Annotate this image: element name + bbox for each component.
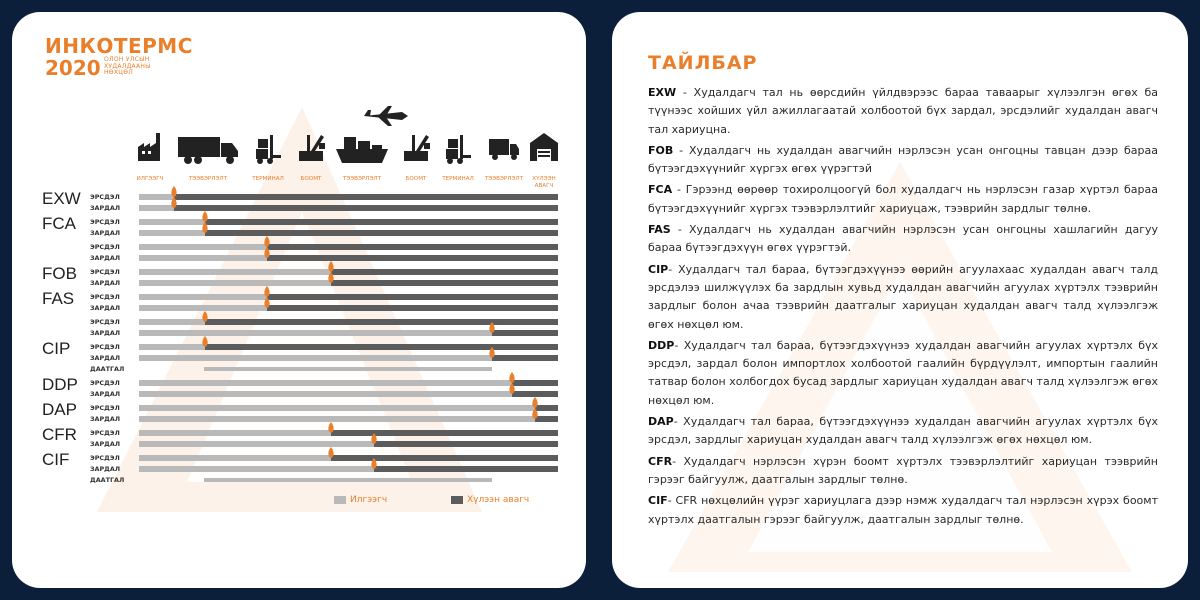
row-label: ЭРСДЭЛ — [90, 343, 120, 351]
buyer-bar — [174, 205, 558, 211]
truck-icon — [178, 137, 238, 164]
buyer-bar — [267, 305, 558, 311]
stage-label: ТЭЭВЭРЛЭЛТ — [484, 176, 524, 182]
explanation-title: ТАЙЛБАР — [648, 52, 758, 74]
incoterm-code: FAS — [42, 289, 75, 308]
seller-bar — [139, 269, 331, 275]
row-label: ЗАРДАЛ — [90, 204, 121, 212]
buyer-bar — [267, 294, 558, 300]
transfer-marker — [509, 372, 514, 383]
seller-bar — [139, 194, 174, 200]
small-truck-icon — [489, 139, 519, 160]
logo-title: ИНКОТЕРМС — [45, 34, 193, 58]
seller-bar — [139, 319, 205, 325]
term-item-cfr — [648, 453, 1158, 490]
incoterm-code: FCA — [42, 214, 76, 233]
incoterm-code: CIF — [42, 450, 70, 469]
seller-bar — [139, 205, 174, 211]
forklift-icon — [446, 135, 471, 164]
term-text: - Худалдагч тал бараа, бүтээгдэхүүнээ худалдан авагчийн агуулах хүртэлх бүх эрсдэл, зардал болон импортлох холбоотой гаалийн бүрдүүлэлт, импортын гаалийн татвар болон холбогдох бусад зардлыг хариуцан худалдан авагч талд хүлээлгэж өгөх нөхцөл юм. — [648, 338, 1158, 407]
term-code: EXW — [648, 86, 677, 99]
logo-subtitle-line: ОЛОН УЛСЫН — [104, 56, 150, 63]
row-label: ЗАРДАЛ — [90, 415, 121, 423]
term-code: DDP — [648, 338, 675, 352]
term-code: CIP — [648, 262, 669, 276]
row-label: ЗАРДАЛ — [90, 440, 121, 448]
row-label: ЗАРДАЛ — [90, 390, 121, 398]
legend-buyer-label: Хүлээн авагч — [467, 495, 530, 505]
seller-bar — [139, 391, 512, 397]
buyer-bar — [492, 330, 558, 336]
term-item-ddp — [648, 337, 1158, 410]
buyer-bar — [374, 441, 558, 447]
row-label: ЭРСДЭЛ — [90, 379, 120, 387]
crane-icon — [404, 135, 430, 161]
incoterm-code: CFR — [42, 425, 77, 444]
logo-subtitle-line: ХУДАЛДААНЫ — [104, 62, 151, 70]
stage-label: ТЕРМИНАЛ — [252, 176, 284, 182]
buyer-bar — [205, 319, 558, 325]
logo-year: 2020 — [45, 56, 101, 80]
term-item-dap — [648, 413, 1158, 450]
seller-bar — [139, 230, 205, 236]
incoterm-code: EXW — [42, 189, 81, 208]
row-label: ЗАРДАЛ — [90, 304, 121, 312]
stage-label: ХҮЛЭЭН — [532, 176, 556, 182]
seller-bar — [139, 244, 267, 250]
seller-bar — [139, 416, 535, 422]
seller-bar — [139, 255, 267, 261]
seller-bar — [139, 219, 205, 225]
term-item-exw — [648, 84, 1158, 139]
row-label: ЗАРДАЛ — [90, 354, 121, 362]
term-item-cif — [648, 492, 1158, 529]
row-label: ЭРСДЭЛ — [90, 429, 120, 437]
row-label: ЭРСДЭЛ — [90, 318, 120, 326]
buyer-bar — [374, 466, 558, 472]
incoterm-code: DDP — [42, 375, 78, 394]
row-label: ЭРСДЭЛ — [90, 243, 120, 251]
buyer-bar — [267, 255, 558, 261]
plane-icon — [364, 106, 408, 126]
legend-seller-swatch — [334, 496, 346, 504]
stage-label: ТЭЭВЭРЛЭЛТ — [188, 176, 228, 182]
transfer-marker — [171, 186, 176, 197]
seller-bar — [139, 344, 205, 350]
explanation-list — [648, 84, 1158, 532]
factory-icon — [138, 133, 160, 161]
buyer-bar — [205, 344, 558, 350]
stage-label: ТЕРМИНАЛ — [442, 176, 474, 182]
logo-subtitle-line: НӨХЦӨЛ — [104, 69, 134, 76]
term-item-fca — [648, 181, 1158, 218]
row-label: ЗАРДАЛ — [90, 229, 121, 237]
transfer-marker — [532, 397, 537, 408]
row-label: ЗАРДАЛ — [90, 329, 121, 337]
seller-bar — [139, 330, 492, 336]
seller-bar — [139, 455, 331, 461]
seller-bar — [139, 405, 535, 411]
stage-label: БООМТ — [300, 176, 322, 182]
ship-plane-icon — [336, 137, 388, 163]
row-label: ЗАРДАЛ — [90, 254, 121, 262]
insurance-bar — [204, 478, 492, 482]
term-text: - Худалдагч нэрлэсэн хүрэн боомт хүртэлх тээвэрлэлтийг хариуцан тээврийн гэрээг байгуулж, даатгалын зардлыг төлнө. — [648, 454, 1158, 486]
incoterm-code: DAP — [42, 400, 77, 419]
incoterm-code: CIP — [42, 339, 71, 358]
term-text: - Худалдагч нь худалдан авагчийн нэрлэсэн усан онгоцны хашлагийн дагуу бараа бүтээгдэхүүн өгөх үүрэгтэй. — [648, 223, 1158, 255]
incoterms-diagram-card — [12, 12, 586, 588]
seller-bar — [139, 380, 512, 386]
buyer-bar — [492, 355, 558, 361]
term-code: FCA — [648, 183, 673, 197]
transfer-marker — [202, 211, 207, 222]
buyer-bar — [331, 455, 558, 461]
term-text: - Худалдагч тал бараа, бүтээгдэхүүнээ худалдан авагчийн агуулах хүртэлх бүх эрсдэл, зардлыг хариуцан худалдан авагч талд хүлээлгэж өгөх нөхцөл юм. — [648, 415, 1158, 447]
stage-label: БООМТ — [405, 176, 427, 182]
legend-buyer-swatch — [451, 496, 463, 504]
term-code: FAS — [648, 223, 671, 237]
legend-seller-label: Илгээгч — [350, 495, 388, 505]
row-label: ЭРСДЭЛ — [90, 193, 120, 201]
buyer-bar — [535, 405, 558, 411]
buyer-bar — [331, 430, 558, 436]
buyer-bar — [535, 416, 558, 422]
row-label: ЭРСДЭЛ — [90, 454, 120, 462]
buyer-bar — [174, 194, 558, 200]
seller-bar — [139, 466, 374, 472]
seller-bar — [139, 430, 331, 436]
row-label: ЗАРДАЛ — [90, 279, 121, 287]
stage-label: ИЛГЭЭГЧ — [136, 176, 164, 182]
seller-bar — [139, 280, 331, 286]
term-code: DAP — [648, 415, 674, 429]
seller-bar — [139, 305, 267, 311]
insurance-bar — [204, 367, 492, 371]
buyer-bar — [512, 380, 558, 386]
seller-bar — [139, 441, 374, 447]
term-item-fas — [648, 221, 1158, 258]
stage-label: АВАГЧ — [534, 183, 554, 189]
row-label: ЭРСДЭЛ — [90, 268, 120, 276]
term-code: FOB — [648, 143, 674, 157]
buyer-bar — [331, 269, 558, 275]
incoterm-code: FOB — [42, 264, 77, 283]
row-label: ДААТГАЛ — [90, 365, 125, 373]
warehouse-icon — [530, 133, 558, 161]
explanation-card — [612, 12, 1188, 588]
term-code: CIF — [648, 494, 668, 508]
row-label: ЭРСДЭЛ — [90, 218, 120, 226]
seller-bar — [139, 294, 267, 300]
stage-label: ТЭЭВЭРЛЭЛТ — [342, 176, 382, 182]
term-item-cip — [648, 261, 1158, 334]
buyer-bar — [205, 230, 558, 236]
row-label: ДААТГАЛ — [90, 476, 125, 484]
buyer-bar — [267, 244, 558, 250]
term-text: - Худалдагч тал нь өөрсдийн үйлдвэрээс бараа таваарыг хүлээлгэн өгөх ба түүнээс хойших үйл ажиллагаатай холбоотой бүх зардал, эрсдэлийг худалдан авагч тал хариуцна. — [648, 86, 1158, 136]
seller-bar — [139, 355, 492, 361]
row-label: ЭРСДЭЛ — [90, 293, 120, 301]
term-code: CFR — [648, 454, 673, 468]
term-text: - CFR нөхцөлийн үүрэг хариуцлага дээр нэмж худалдагч тал нэрлэсэн хүрэх боомт хүртэлх даатгалын гэрээг байгуулж, даатгалын зардлыг төлнө. — [648, 494, 1158, 526]
row-label: ЭРСДЭЛ — [90, 404, 120, 412]
buyer-bar — [331, 280, 558, 286]
term-text: - Худалдагч тал бараа, бүтээгдэхүүнээ өөрийн агуулахаас худалдан авагч талд эрсдэлээ шилжүүлэх ба зардлын хувьд худалдан авагчийн агуулах хүртэлх тээврийн зардлыг болон ачаа тээврийн даатгалыг хариуцан худалдан авагч талд хүлээлгэж өгөх нөхцөл юм. — [648, 262, 1158, 331]
row-label: ЗАРДАЛ — [90, 465, 121, 473]
term-text: - Гэрээнд өөрөөр тохиролцоогүй бол худалдагч нь нэрлэсэн газар хүртэл бараа бүтээгдэхүүнийг хүргэх тээвэрлэлтийг хариуцаж, тээврийн зардлыг төлнө. — [648, 183, 1158, 215]
term-text: - Худалдагч нь худалдан авагчийн нэрлэсэн усан онгоцны тавцан дээр бараа бүтээгдэхүүнийг хүргэх өгөх үүрэгтэй — [648, 143, 1158, 176]
term-item-fob — [648, 142, 1158, 179]
buyer-bar — [512, 391, 558, 397]
buyer-bar — [205, 219, 558, 225]
